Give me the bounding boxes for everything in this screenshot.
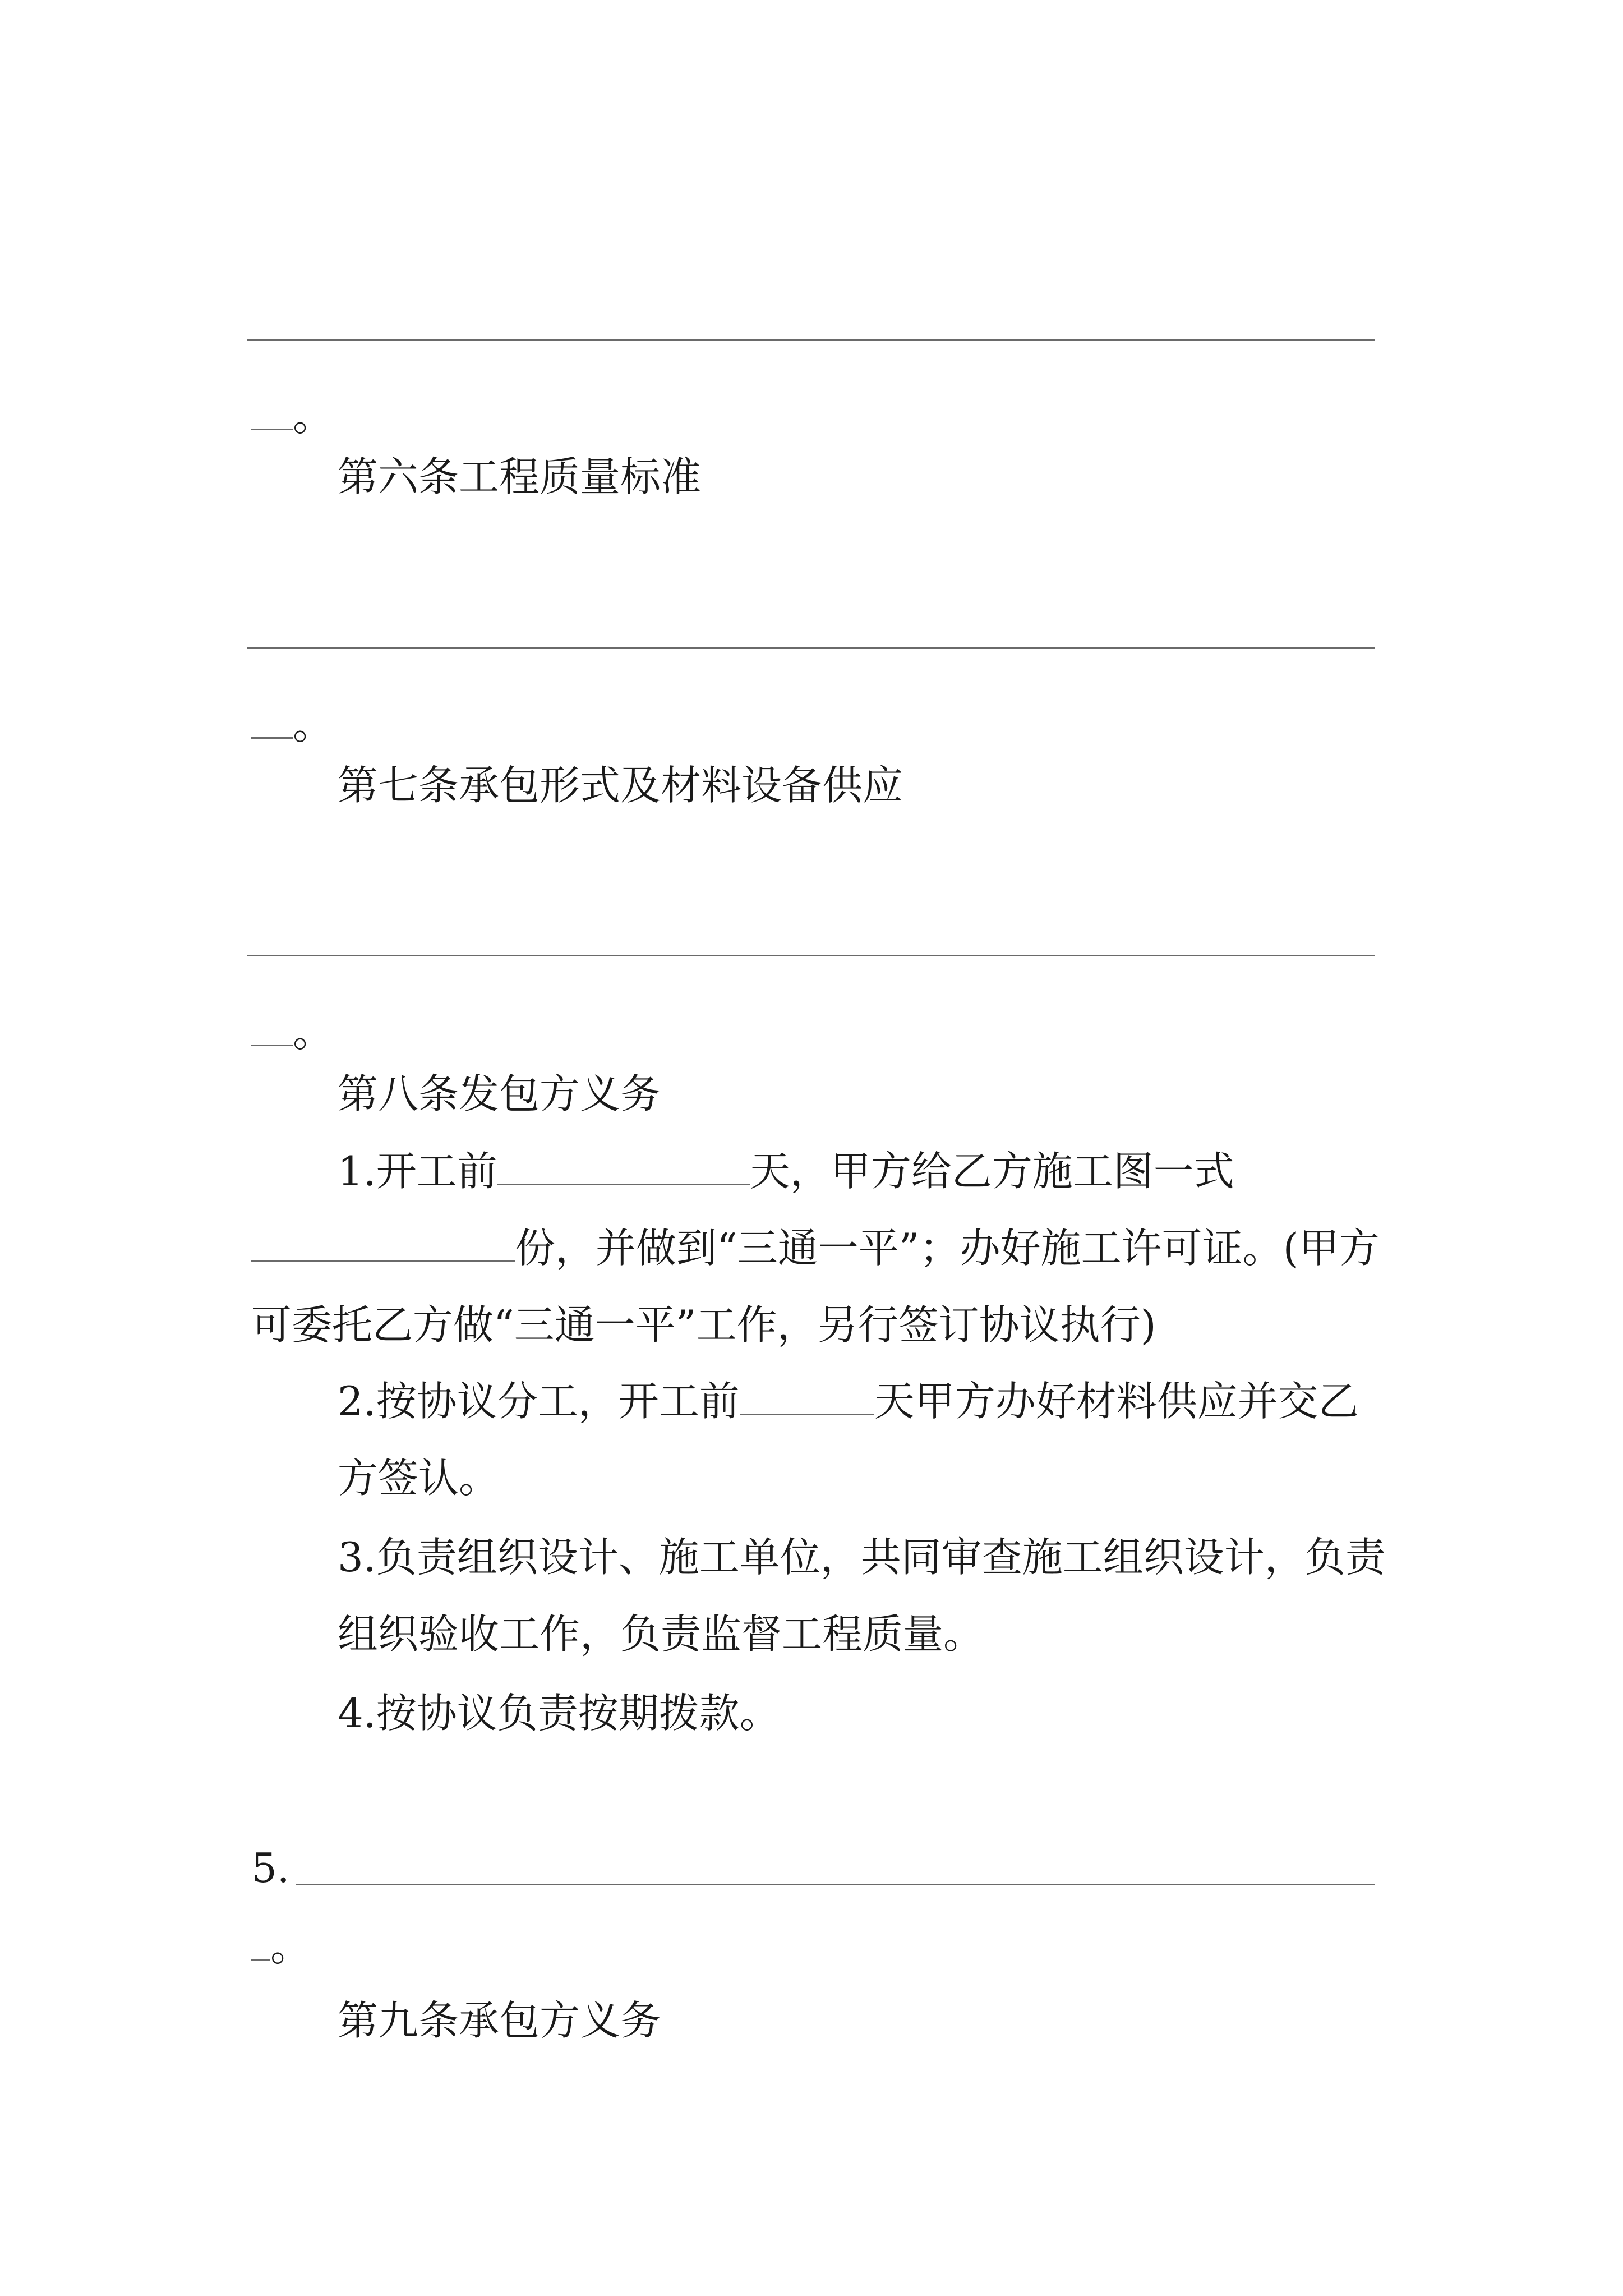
fill-in-tail <box>251 696 333 753</box>
fill-in-rule <box>247 955 1375 956</box>
item-1-text: 份，并做到“三通一平”；办好施工许可证。(甲方可委托乙方做“三通一平”工作，另行签订协议执行) <box>251 1225 1380 1349</box>
blank-underline <box>251 387 293 430</box>
period: 。 <box>293 393 334 440</box>
fill-in-tail <box>251 387 333 444</box>
blank-underline <box>251 1917 270 1961</box>
item-2 <box>251 1363 1390 1517</box>
item-4 <box>251 1675 1390 1752</box>
fill-in-rule <box>247 339 1375 341</box>
item-5-number: 5. <box>251 1844 290 1892</box>
item-4-text: 4.按协议负责按期拨款。 <box>338 1690 780 1737</box>
item-1-text: 天，甲方给乙方施工图一式 <box>749 1148 1234 1195</box>
item-3-text: 3.负责组织设计、施工单位，共同审查施工组织设计，负责组织验收工作，负责监督工程质量。 <box>338 1534 1386 1658</box>
period: 。 <box>293 1009 334 1056</box>
item-2-text: 天甲方办好材料供应并交乙方签认。 <box>338 1378 1359 1502</box>
item-5 <box>251 1840 290 1896</box>
item-1-text: 1.开工前 <box>338 1148 497 1195</box>
article-6-title: 第六条工程质量标准 <box>338 453 702 500</box>
blank-underline <box>251 1003 293 1046</box>
blank-underline <box>251 696 293 739</box>
period: 。 <box>293 701 334 748</box>
period: 。 <box>270 1923 311 1970</box>
blank-underline <box>497 1142 750 1185</box>
item-2-text: 2.按协议分工，开工前 <box>338 1378 740 1425</box>
item-3 <box>251 1519 1390 1673</box>
fill-in-rule <box>296 1884 1375 1885</box>
blank-underline <box>251 1219 515 1262</box>
article-8-title: 第八条发包方义务 <box>338 1070 661 1117</box>
item-1 <box>251 1133 1390 1364</box>
fill-in-tail <box>251 1917 311 1975</box>
article-7-title: 第七条承包形式及材料设备供应 <box>338 762 903 809</box>
article-9-title: 第九条承包方义务 <box>338 1997 661 2044</box>
blank-underline <box>740 1372 874 1415</box>
fill-in-tail <box>251 1003 333 1060</box>
fill-in-rule <box>247 647 1375 649</box>
